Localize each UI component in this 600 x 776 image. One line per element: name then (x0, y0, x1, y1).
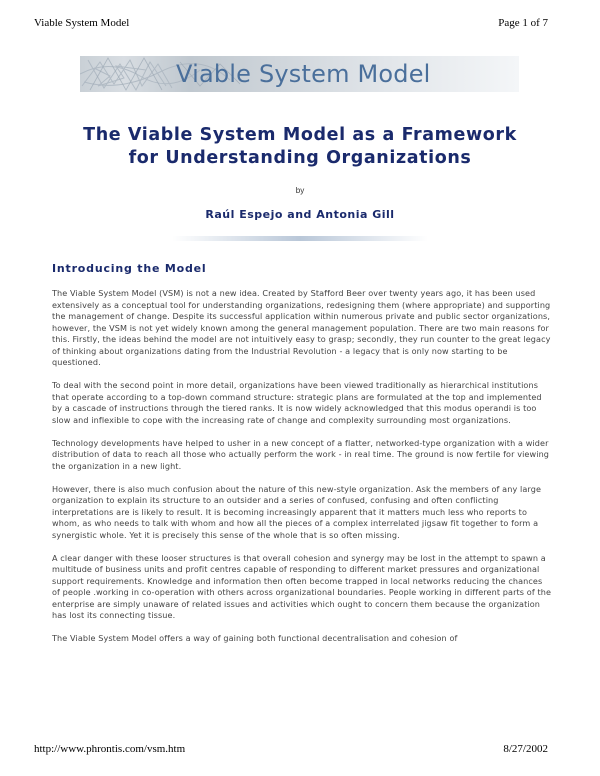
header-page-indicator: Page 1 of 7 (498, 17, 548, 29)
article-authors: Raúl Espejo and Antonia Gill (205, 208, 395, 221)
banner-title: Viable System Model (176, 60, 431, 88)
paragraph: Technology developments have helped to usher in a new concept of a flatter, networked-type organization with a wider distribution of data to reach all those who actually perform the work - in real time. The ground is now fertile for viewing the organization in a new light. (52, 437, 550, 471)
paragraph: However, there is also much confusion about the nature of this new-style organization. Ask the members of any large organization to explain its structure to an outsider and a series of confused, confusing and often conflicting interpretations are is likely to result. It is becoming increasingly apparent that it matters much less who reports to whom, as who needs to talk with whom and how all the pieces of a complex interrelated jigsaw fit together to form a synergistic whole. Yet it is precisely this sense of the whole that is so often missing. (52, 483, 542, 540)
header-doc-title: Viable System Model (34, 17, 130, 29)
paragraph: The Viable System Model (VSM) is not a new idea. Created by Stafford Beer over twenty years ago, it has been used extensively as a conceptual tool for understanding organizations, redesigning them (where appropriate) and supporting the management of change. Despite its successful application within numerous private and public sector organizations, however, the VSM is not yet widely known among the general management population. There are two main reasons for this. Firstly, the ideas behind the model are not intuitively easy to grasp; secondly, they run counter to the great legacy of thinking about organizations dating from the Industrial Revolution - a legacy that is only now starting to be questioned. (52, 288, 551, 367)
paragraph: A clear danger with these looser structures is that overall cohesion and synergy may be lost in the attempt to spawn a multitude of business units and profit centres capable of responding to different market pressures and organizational support requirements. Knowledge and information then often become trapped in local networks reducing the chances of people .working in co-operation with others across organizational boundaries. People working in different parts of the enterprise are simply unaware of related issues and activities which ought to concern them because the organization has lost its connecting tissue. (52, 552, 552, 620)
byline-label: by (295, 186, 305, 195)
article-body (52, 288, 552, 656)
paragraph: To deal with the second point in more detail, organizations have been viewed traditionally as hierarchical institutions that operate according to a top-down command structure: strategic plans are formulated at the top and implemented by a cascade of instructions through the tiered ranks. It is now widely acknowledged that this modus operandi is too slow and inflexible to cope with the increasing rate of change and complexity surrounding most organizations. (52, 380, 542, 425)
article-title (0, 124, 600, 170)
title-divider (172, 236, 428, 241)
footer-date: 8/27/2002 (503, 743, 548, 755)
paragraph: The Viable System Model offers a way of gaining both functional decentralisation and cohesion of (52, 633, 458, 643)
footer-url: http://www.phrontis.com/vsm.htm (34, 743, 186, 755)
site-banner (80, 56, 519, 92)
article-title-line-1: The Viable System Model as a Framework (83, 125, 517, 145)
article-title-line-2: for Understanding Organizations (128, 148, 472, 168)
section-heading: Introducing the Model (52, 262, 207, 275)
